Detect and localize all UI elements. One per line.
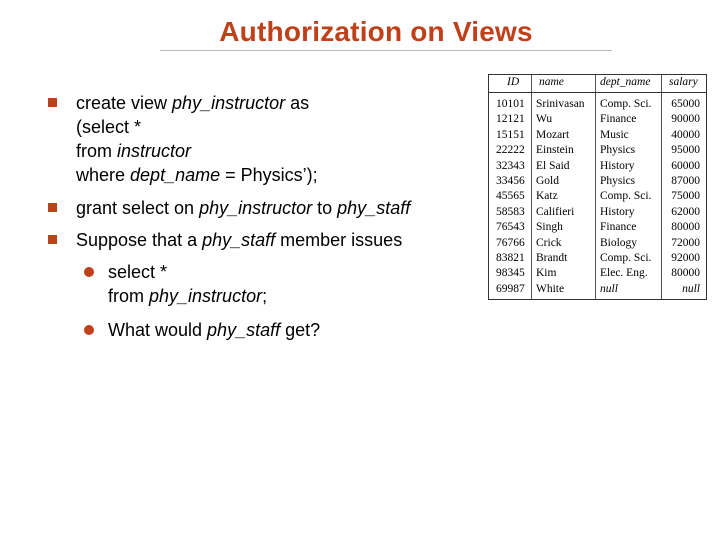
table-cell: 12121 (496, 113, 525, 126)
square-bullet-icon (48, 203, 57, 212)
table-cell: Katz (536, 190, 558, 203)
table-cell: 75000 (671, 190, 700, 203)
table-cell: 80000 (671, 221, 700, 234)
table-row (489, 266, 706, 281)
round-bullet-icon (84, 325, 94, 335)
table-cell: Brandt (536, 252, 568, 264)
table-cell: null (682, 282, 700, 295)
table-row (489, 205, 706, 220)
table-cell: History (600, 205, 635, 218)
table-cell: 72000 (671, 236, 700, 249)
table-cell: Kim (536, 267, 557, 280)
table-cell: 98345 (496, 267, 525, 280)
table-row (489, 236, 706, 251)
table-cell: 15151 (496, 128, 525, 141)
subbullet-text: What would phy_staff get? (108, 320, 321, 340)
table-cell: Music (600, 128, 629, 141)
table-cell: Biology (600, 236, 638, 249)
table-cell: 10101 (496, 98, 525, 110)
table-cell: Physics (600, 144, 636, 157)
header-salary: salary (669, 76, 698, 88)
table-row (489, 174, 706, 189)
table-cell: Comp. Sci. (600, 190, 652, 203)
header-dept-name: dept_name (600, 76, 651, 88)
table-cell: 76766 (496, 236, 525, 249)
table-cell: Finance (600, 113, 637, 126)
square-bullet-icon (48, 98, 57, 107)
table-cell: 92000 (671, 252, 700, 264)
table-cell: El Said (536, 159, 570, 172)
table-cell: 83821 (496, 252, 525, 264)
table-row (489, 251, 706, 266)
table-cell: 65000 (671, 98, 700, 110)
table-cell: 69987 (496, 282, 525, 295)
table-cell: Physics (600, 175, 636, 187)
table-cell: 95000 (671, 144, 700, 157)
table-cell: Comp. Sci. (600, 98, 652, 110)
table-row (489, 112, 706, 127)
table-cell: 80000 (671, 267, 700, 280)
table-row (489, 159, 706, 174)
table-cell: White (536, 282, 565, 295)
table-cell: 32343 (496, 159, 525, 172)
title-underline (160, 50, 612, 51)
header-id: ID (507, 76, 520, 88)
table-cell: Comp. Sci. (600, 252, 652, 264)
table-cell: 33456 (496, 175, 525, 187)
table-cell: 40000 (671, 128, 700, 141)
table-row (489, 128, 706, 143)
table-cell: 62000 (671, 205, 700, 218)
bullet-text: grant select on phy_instructor to phy_staff (76, 198, 411, 218)
table-cell: Crick (536, 236, 562, 249)
table-row (489, 220, 706, 235)
table-cell: Wu (536, 113, 553, 126)
subbullet-text: select * from phy_instructor; (108, 262, 268, 306)
table-cell: 87000 (671, 175, 700, 187)
slide-title: Authorization on Views (219, 16, 533, 47)
header-name: name (539, 76, 564, 88)
table-row (489, 143, 706, 158)
instructor-table (488, 74, 707, 300)
square-bullet-icon (48, 235, 57, 244)
table-cell: Califieri (536, 205, 575, 218)
bullet-text: Suppose that a phy_staff member issues (76, 230, 403, 250)
table-cell: Srinivasan (536, 98, 585, 110)
table-cell: Mozart (536, 128, 570, 141)
table-cell: Gold (536, 175, 559, 187)
table-cell: 76543 (496, 221, 525, 234)
bullet-text: create view phy_instructor as (select * from instructor where dept_name = Physics’); (76, 93, 318, 185)
table-row (489, 282, 706, 297)
table-cell: Singh (536, 221, 563, 234)
table-header (489, 75, 706, 93)
table-cell: 60000 (671, 159, 700, 172)
table-cell: Einstein (536, 144, 574, 157)
table-cell: 45565 (496, 190, 525, 203)
table-row (489, 97, 706, 112)
table-cell: History (600, 159, 635, 172)
table-cell: Finance (600, 221, 637, 234)
table-cell: null (600, 282, 618, 295)
table-cell: 90000 (671, 113, 700, 126)
table-cell: Elec. Eng. (600, 267, 648, 280)
table-cell: 22222 (496, 144, 525, 157)
table-cell: 58583 (496, 205, 525, 218)
table-row (489, 189, 706, 204)
round-bullet-icon (84, 267, 94, 277)
